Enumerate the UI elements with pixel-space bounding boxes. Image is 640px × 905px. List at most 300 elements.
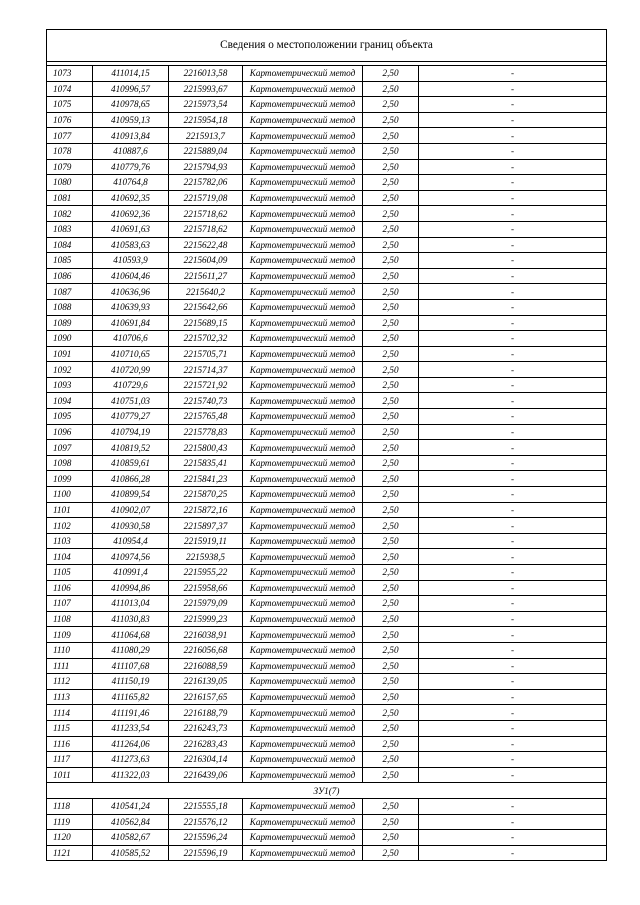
- point-number-cell: 1094: [47, 393, 93, 409]
- x-coordinate-cell: 410710,65: [93, 346, 169, 362]
- point-number-cell: 1086: [47, 268, 93, 284]
- y-coordinate-cell: 2215555,18: [169, 798, 243, 814]
- description-cell: -: [419, 549, 607, 565]
- accuracy-cell: 2,50: [363, 455, 419, 471]
- x-coordinate-cell: 410541,24: [93, 798, 169, 814]
- table-row: [47, 518, 607, 534]
- method-cell: Картометрический метод: [243, 112, 363, 128]
- point-number-cell: 1073: [47, 66, 93, 82]
- y-coordinate-cell: 2215689,15: [169, 315, 243, 331]
- description-cell: -: [419, 112, 607, 128]
- accuracy-cell: 2,50: [363, 190, 419, 206]
- y-coordinate-cell: 2215740,73: [169, 393, 243, 409]
- description-cell: -: [419, 596, 607, 612]
- x-coordinate-cell: 410913,84: [93, 128, 169, 144]
- table-row: [47, 66, 607, 82]
- table-row: [47, 845, 607, 861]
- y-coordinate-cell: 2215640,2: [169, 284, 243, 300]
- table-row: [47, 315, 607, 331]
- description-cell: -: [419, 752, 607, 768]
- description-cell: -: [419, 440, 607, 456]
- description-cell: -: [419, 642, 607, 658]
- y-coordinate-cell: 2215794,93: [169, 159, 243, 175]
- x-coordinate-cell: 410978,65: [93, 97, 169, 113]
- method-cell: Картометрический метод: [243, 533, 363, 549]
- y-coordinate-cell: 2215958,66: [169, 580, 243, 596]
- description-cell: -: [419, 393, 607, 409]
- accuracy-cell: 2,50: [363, 720, 419, 736]
- table-row: [47, 97, 607, 113]
- method-cell: Картометрический метод: [243, 798, 363, 814]
- description-cell: -: [419, 362, 607, 378]
- point-number-cell: 1077: [47, 128, 93, 144]
- method-cell: Картометрический метод: [243, 658, 363, 674]
- x-coordinate-cell: 410764,8: [93, 175, 169, 191]
- accuracy-cell: 2,50: [363, 518, 419, 534]
- y-coordinate-cell: 2215919,11: [169, 533, 243, 549]
- table-row: [47, 720, 607, 736]
- method-cell: Картометрический метод: [243, 315, 363, 331]
- y-coordinate-cell: 2216283,43: [169, 736, 243, 752]
- section-row: [47, 783, 607, 799]
- point-number-cell: 1119: [47, 814, 93, 830]
- y-coordinate-cell: 2215782,06: [169, 175, 243, 191]
- point-number-cell: 1083: [47, 221, 93, 237]
- description-cell: -: [419, 611, 607, 627]
- x-coordinate-cell: 410583,63: [93, 237, 169, 253]
- y-coordinate-cell: 2215999,23: [169, 611, 243, 627]
- description-cell: -: [419, 518, 607, 534]
- y-coordinate-cell: 2216243,73: [169, 720, 243, 736]
- y-coordinate-cell: 2215702,32: [169, 331, 243, 347]
- description-cell: -: [419, 66, 607, 82]
- x-coordinate-cell: 411322,03: [93, 767, 169, 783]
- table-row: [47, 143, 607, 159]
- y-coordinate-cell: 2215913,7: [169, 128, 243, 144]
- y-coordinate-cell: 2215835,41: [169, 455, 243, 471]
- table-row: [47, 237, 607, 253]
- method-cell: Картометрический метод: [243, 424, 363, 440]
- accuracy-cell: 2,50: [363, 471, 419, 487]
- table-row: [47, 424, 607, 440]
- description-cell: -: [419, 253, 607, 269]
- accuracy-cell: 2,50: [363, 112, 419, 128]
- y-coordinate-cell: 2216304,14: [169, 752, 243, 768]
- accuracy-cell: 2,50: [363, 393, 419, 409]
- coordinates-sheet: [46, 29, 606, 861]
- table-row: [47, 611, 607, 627]
- x-coordinate-cell: 410859,61: [93, 455, 169, 471]
- description-cell: -: [419, 830, 607, 846]
- table-row: [47, 689, 607, 705]
- point-number-cell: 1097: [47, 440, 93, 456]
- point-number-cell: 1076: [47, 112, 93, 128]
- description-cell: -: [419, 268, 607, 284]
- x-coordinate-cell: 411264,06: [93, 736, 169, 752]
- method-cell: Картометрический метод: [243, 471, 363, 487]
- y-coordinate-cell: 2216139,05: [169, 674, 243, 690]
- description-cell: -: [419, 814, 607, 830]
- point-number-cell: 1118: [47, 798, 93, 814]
- method-cell: Картометрический метод: [243, 81, 363, 97]
- table-row: [47, 565, 607, 581]
- y-coordinate-cell: 2216157,65: [169, 689, 243, 705]
- x-coordinate-cell: 410639,93: [93, 299, 169, 315]
- x-coordinate-cell: 410720,99: [93, 362, 169, 378]
- table-row: [47, 455, 607, 471]
- description-cell: -: [419, 580, 607, 596]
- table-row: [47, 798, 607, 814]
- y-coordinate-cell: 2215841,23: [169, 471, 243, 487]
- point-number-cell: 1085: [47, 253, 93, 269]
- x-coordinate-cell: 410692,35: [93, 190, 169, 206]
- accuracy-cell: 2,50: [363, 798, 419, 814]
- table-row: [47, 268, 607, 284]
- accuracy-cell: 2,50: [363, 315, 419, 331]
- point-number-cell: 1093: [47, 377, 93, 393]
- x-coordinate-cell: 411107,68: [93, 658, 169, 674]
- x-coordinate-cell: 410994,86: [93, 580, 169, 596]
- point-number-cell: 1096: [47, 424, 93, 440]
- method-cell: Картометрический метод: [243, 377, 363, 393]
- description-cell: -: [419, 159, 607, 175]
- point-number-cell: 1107: [47, 596, 93, 612]
- accuracy-cell: 2,50: [363, 143, 419, 159]
- point-number-cell: 1091: [47, 346, 93, 362]
- point-number-cell: 1080: [47, 175, 93, 191]
- y-coordinate-cell: 2215778,83: [169, 424, 243, 440]
- point-number-cell: 1095: [47, 409, 93, 425]
- table-row: [47, 674, 607, 690]
- description-cell: -: [419, 221, 607, 237]
- point-number-cell: 1101: [47, 502, 93, 518]
- method-cell: Картометрический метод: [243, 549, 363, 565]
- point-number-cell: 1120: [47, 830, 93, 846]
- section-label: ЗУ1(7): [47, 783, 607, 799]
- method-cell: Картометрический метод: [243, 830, 363, 846]
- table-row: [47, 253, 607, 269]
- table-row: [47, 752, 607, 768]
- title-row: [47, 30, 607, 62]
- accuracy-cell: 2,50: [363, 66, 419, 82]
- accuracy-cell: 2,50: [363, 346, 419, 362]
- point-number-cell: 1075: [47, 97, 93, 113]
- accuracy-cell: 2,50: [363, 580, 419, 596]
- accuracy-cell: 2,50: [363, 377, 419, 393]
- point-number-cell: 1087: [47, 284, 93, 300]
- accuracy-cell: 2,50: [363, 424, 419, 440]
- description-cell: -: [419, 674, 607, 690]
- accuracy-cell: 2,50: [363, 830, 419, 846]
- y-coordinate-cell: 2215954,18: [169, 112, 243, 128]
- x-coordinate-cell: 410954,4: [93, 533, 169, 549]
- accuracy-cell: 2,50: [363, 596, 419, 612]
- method-cell: Картометрический метод: [243, 237, 363, 253]
- method-cell: Картометрический метод: [243, 487, 363, 503]
- accuracy-cell: 2,50: [363, 268, 419, 284]
- table-row: [47, 159, 607, 175]
- table-row: [47, 362, 607, 378]
- accuracy-cell: 2,50: [363, 97, 419, 113]
- accuracy-cell: 2,50: [363, 502, 419, 518]
- accuracy-cell: 2,50: [363, 658, 419, 674]
- point-number-cell: 1116: [47, 736, 93, 752]
- y-coordinate-cell: 2216439,06: [169, 767, 243, 783]
- description-cell: -: [419, 424, 607, 440]
- description-cell: -: [419, 565, 607, 581]
- table-row: [47, 221, 607, 237]
- y-coordinate-cell: 2215718,62: [169, 221, 243, 237]
- point-number-cell: 1104: [47, 549, 93, 565]
- y-coordinate-cell: 2215870,25: [169, 487, 243, 503]
- x-coordinate-cell: 410959,13: [93, 112, 169, 128]
- method-cell: Картометрический метод: [243, 736, 363, 752]
- description-cell: -: [419, 315, 607, 331]
- method-cell: Картометрический метод: [243, 143, 363, 159]
- y-coordinate-cell: 2215714,37: [169, 362, 243, 378]
- method-cell: Картометрический метод: [243, 128, 363, 144]
- description-cell: -: [419, 346, 607, 362]
- y-coordinate-cell: 2215721,92: [169, 377, 243, 393]
- x-coordinate-cell: 410729,6: [93, 377, 169, 393]
- method-cell: Картометрический метод: [243, 175, 363, 191]
- method-cell: Картометрический метод: [243, 299, 363, 315]
- method-cell: Картометрический метод: [243, 752, 363, 768]
- accuracy-cell: 2,50: [363, 159, 419, 175]
- y-coordinate-cell: 2215979,09: [169, 596, 243, 612]
- description-cell: -: [419, 487, 607, 503]
- accuracy-cell: 2,50: [363, 549, 419, 565]
- point-number-cell: 1092: [47, 362, 93, 378]
- description-cell: -: [419, 720, 607, 736]
- table-row: [47, 175, 607, 191]
- x-coordinate-cell: 410779,76: [93, 159, 169, 175]
- accuracy-cell: 2,50: [363, 736, 419, 752]
- accuracy-cell: 2,50: [363, 81, 419, 97]
- x-coordinate-cell: 410996,57: [93, 81, 169, 97]
- table-row: [47, 549, 607, 565]
- description-cell: -: [419, 736, 607, 752]
- accuracy-cell: 2,50: [363, 674, 419, 690]
- method-cell: Картометрический метод: [243, 393, 363, 409]
- description-cell: -: [419, 284, 607, 300]
- table-row: [47, 705, 607, 721]
- x-coordinate-cell: 410585,52: [93, 845, 169, 861]
- x-coordinate-cell: 411014,15: [93, 66, 169, 82]
- x-coordinate-cell: 410819,52: [93, 440, 169, 456]
- table-row: [47, 814, 607, 830]
- method-cell: Картометрический метод: [243, 440, 363, 456]
- point-number-cell: 1106: [47, 580, 93, 596]
- description-cell: -: [419, 97, 607, 113]
- table-row: [47, 830, 607, 846]
- method-cell: Картометрический метод: [243, 689, 363, 705]
- y-coordinate-cell: 2216038,91: [169, 627, 243, 643]
- accuracy-cell: 2,50: [363, 705, 419, 721]
- accuracy-cell: 2,50: [363, 206, 419, 222]
- method-cell: Картометрический метод: [243, 596, 363, 612]
- accuracy-cell: 2,50: [363, 845, 419, 861]
- method-cell: Картометрический метод: [243, 565, 363, 581]
- x-coordinate-cell: 410902,07: [93, 502, 169, 518]
- x-coordinate-cell: 410974,56: [93, 549, 169, 565]
- accuracy-cell: 2,50: [363, 642, 419, 658]
- table-row: [47, 767, 607, 783]
- table-row: [47, 284, 607, 300]
- method-cell: Картометрический метод: [243, 455, 363, 471]
- description-cell: -: [419, 845, 607, 861]
- y-coordinate-cell: 2215938,5: [169, 549, 243, 565]
- x-coordinate-cell: 410930,58: [93, 518, 169, 534]
- description-cell: -: [419, 767, 607, 783]
- x-coordinate-cell: 410692,36: [93, 206, 169, 222]
- x-coordinate-cell: 410887,6: [93, 143, 169, 159]
- y-coordinate-cell: 2215897,37: [169, 518, 243, 534]
- description-cell: -: [419, 81, 607, 97]
- description-cell: -: [419, 175, 607, 191]
- method-cell: Картометрический метод: [243, 409, 363, 425]
- point-number-cell: 1098: [47, 455, 93, 471]
- method-cell: Картометрический метод: [243, 705, 363, 721]
- y-coordinate-cell: 2215765,48: [169, 409, 243, 425]
- x-coordinate-cell: 410794,19: [93, 424, 169, 440]
- y-coordinate-cell: 2215718,62: [169, 206, 243, 222]
- method-cell: Картометрический метод: [243, 284, 363, 300]
- method-cell: Картометрический метод: [243, 720, 363, 736]
- y-coordinate-cell: 2215955,22: [169, 565, 243, 581]
- table-row: [47, 299, 607, 315]
- description-cell: -: [419, 190, 607, 206]
- method-cell: Картометрический метод: [243, 346, 363, 362]
- y-coordinate-cell: 2215705,71: [169, 346, 243, 362]
- description-cell: -: [419, 206, 607, 222]
- method-cell: Картометрический метод: [243, 674, 363, 690]
- y-coordinate-cell: 2215596,19: [169, 845, 243, 861]
- method-cell: Картометрический метод: [243, 627, 363, 643]
- method-cell: Картометрический метод: [243, 190, 363, 206]
- table-row: [47, 346, 607, 362]
- point-number-cell: 1078: [47, 143, 93, 159]
- table-title: Сведения о местоположении границ объекта: [47, 30, 607, 62]
- description-cell: -: [419, 299, 607, 315]
- method-cell: Картометрический метод: [243, 331, 363, 347]
- y-coordinate-cell: 2216013,58: [169, 66, 243, 82]
- x-coordinate-cell: 410691,63: [93, 221, 169, 237]
- x-coordinate-cell: 410779,27: [93, 409, 169, 425]
- y-coordinate-cell: 2215622,48: [169, 237, 243, 253]
- accuracy-cell: 2,50: [363, 565, 419, 581]
- accuracy-cell: 2,50: [363, 487, 419, 503]
- accuracy-cell: 2,50: [363, 409, 419, 425]
- accuracy-cell: 2,50: [363, 284, 419, 300]
- description-cell: -: [419, 705, 607, 721]
- x-coordinate-cell: 411080,29: [93, 642, 169, 658]
- table-row: [47, 409, 607, 425]
- y-coordinate-cell: 2215872,16: [169, 502, 243, 518]
- point-number-cell: 1011: [47, 767, 93, 783]
- point-number-cell: 1117: [47, 752, 93, 768]
- method-cell: Картометрический метод: [243, 253, 363, 269]
- point-number-cell: 1114: [47, 705, 93, 721]
- point-number-cell: 1112: [47, 674, 93, 690]
- accuracy-cell: 2,50: [363, 175, 419, 191]
- method-cell: Картометрический метод: [243, 97, 363, 113]
- x-coordinate-cell: 410691,84: [93, 315, 169, 331]
- x-coordinate-cell: 410991,4: [93, 565, 169, 581]
- point-number-cell: 1082: [47, 206, 93, 222]
- point-number-cell: 1102: [47, 518, 93, 534]
- y-coordinate-cell: 2215993,67: [169, 81, 243, 97]
- description-cell: -: [419, 377, 607, 393]
- accuracy-cell: 2,50: [363, 533, 419, 549]
- accuracy-cell: 2,50: [363, 128, 419, 144]
- point-number-cell: 1079: [47, 159, 93, 175]
- y-coordinate-cell: 2215604,09: [169, 253, 243, 269]
- x-coordinate-cell: 410866,28: [93, 471, 169, 487]
- method-cell: Картометрический метод: [243, 66, 363, 82]
- point-number-cell: 1121: [47, 845, 93, 861]
- point-number-cell: 1081: [47, 190, 93, 206]
- y-coordinate-cell: 2215719,08: [169, 190, 243, 206]
- x-coordinate-cell: 410899,54: [93, 487, 169, 503]
- point-number-cell: 1115: [47, 720, 93, 736]
- description-cell: -: [419, 237, 607, 253]
- table-row: [47, 331, 607, 347]
- y-coordinate-cell: 2215889,04: [169, 143, 243, 159]
- table-row: [47, 377, 607, 393]
- y-coordinate-cell: 2215611,27: [169, 268, 243, 284]
- x-coordinate-cell: 411013,04: [93, 596, 169, 612]
- method-cell: Картометрический метод: [243, 221, 363, 237]
- description-cell: -: [419, 331, 607, 347]
- description-cell: -: [419, 502, 607, 518]
- accuracy-cell: 2,50: [363, 752, 419, 768]
- accuracy-cell: 2,50: [363, 253, 419, 269]
- method-cell: Картометрический метод: [243, 845, 363, 861]
- method-cell: Картометрический метод: [243, 362, 363, 378]
- table-row: [47, 112, 607, 128]
- x-coordinate-cell: 411191,46: [93, 705, 169, 721]
- table-row: [47, 487, 607, 503]
- point-number-cell: 1090: [47, 331, 93, 347]
- point-number-cell: 1108: [47, 611, 93, 627]
- point-number-cell: 1099: [47, 471, 93, 487]
- table-row: [47, 128, 607, 144]
- y-coordinate-cell: 2216188,79: [169, 705, 243, 721]
- point-number-cell: 1103: [47, 533, 93, 549]
- table-row: [47, 440, 607, 456]
- x-coordinate-cell: 411273,63: [93, 752, 169, 768]
- method-cell: Картометрический метод: [243, 642, 363, 658]
- point-number-cell: 1084: [47, 237, 93, 253]
- method-cell: Картометрический метод: [243, 814, 363, 830]
- method-cell: Картометрический метод: [243, 502, 363, 518]
- x-coordinate-cell: 410604,46: [93, 268, 169, 284]
- description-cell: -: [419, 128, 607, 144]
- description-cell: -: [419, 533, 607, 549]
- accuracy-cell: 2,50: [363, 689, 419, 705]
- point-number-cell: 1089: [47, 315, 93, 331]
- x-coordinate-cell: 410562,84: [93, 814, 169, 830]
- accuracy-cell: 2,50: [363, 299, 419, 315]
- method-cell: Картометрический метод: [243, 268, 363, 284]
- table-row: [47, 393, 607, 409]
- method-cell: Картометрический метод: [243, 206, 363, 222]
- x-coordinate-cell: 410593,9: [93, 253, 169, 269]
- point-number-cell: 1109: [47, 627, 93, 643]
- accuracy-cell: 2,50: [363, 814, 419, 830]
- x-coordinate-cell: 410751,03: [93, 393, 169, 409]
